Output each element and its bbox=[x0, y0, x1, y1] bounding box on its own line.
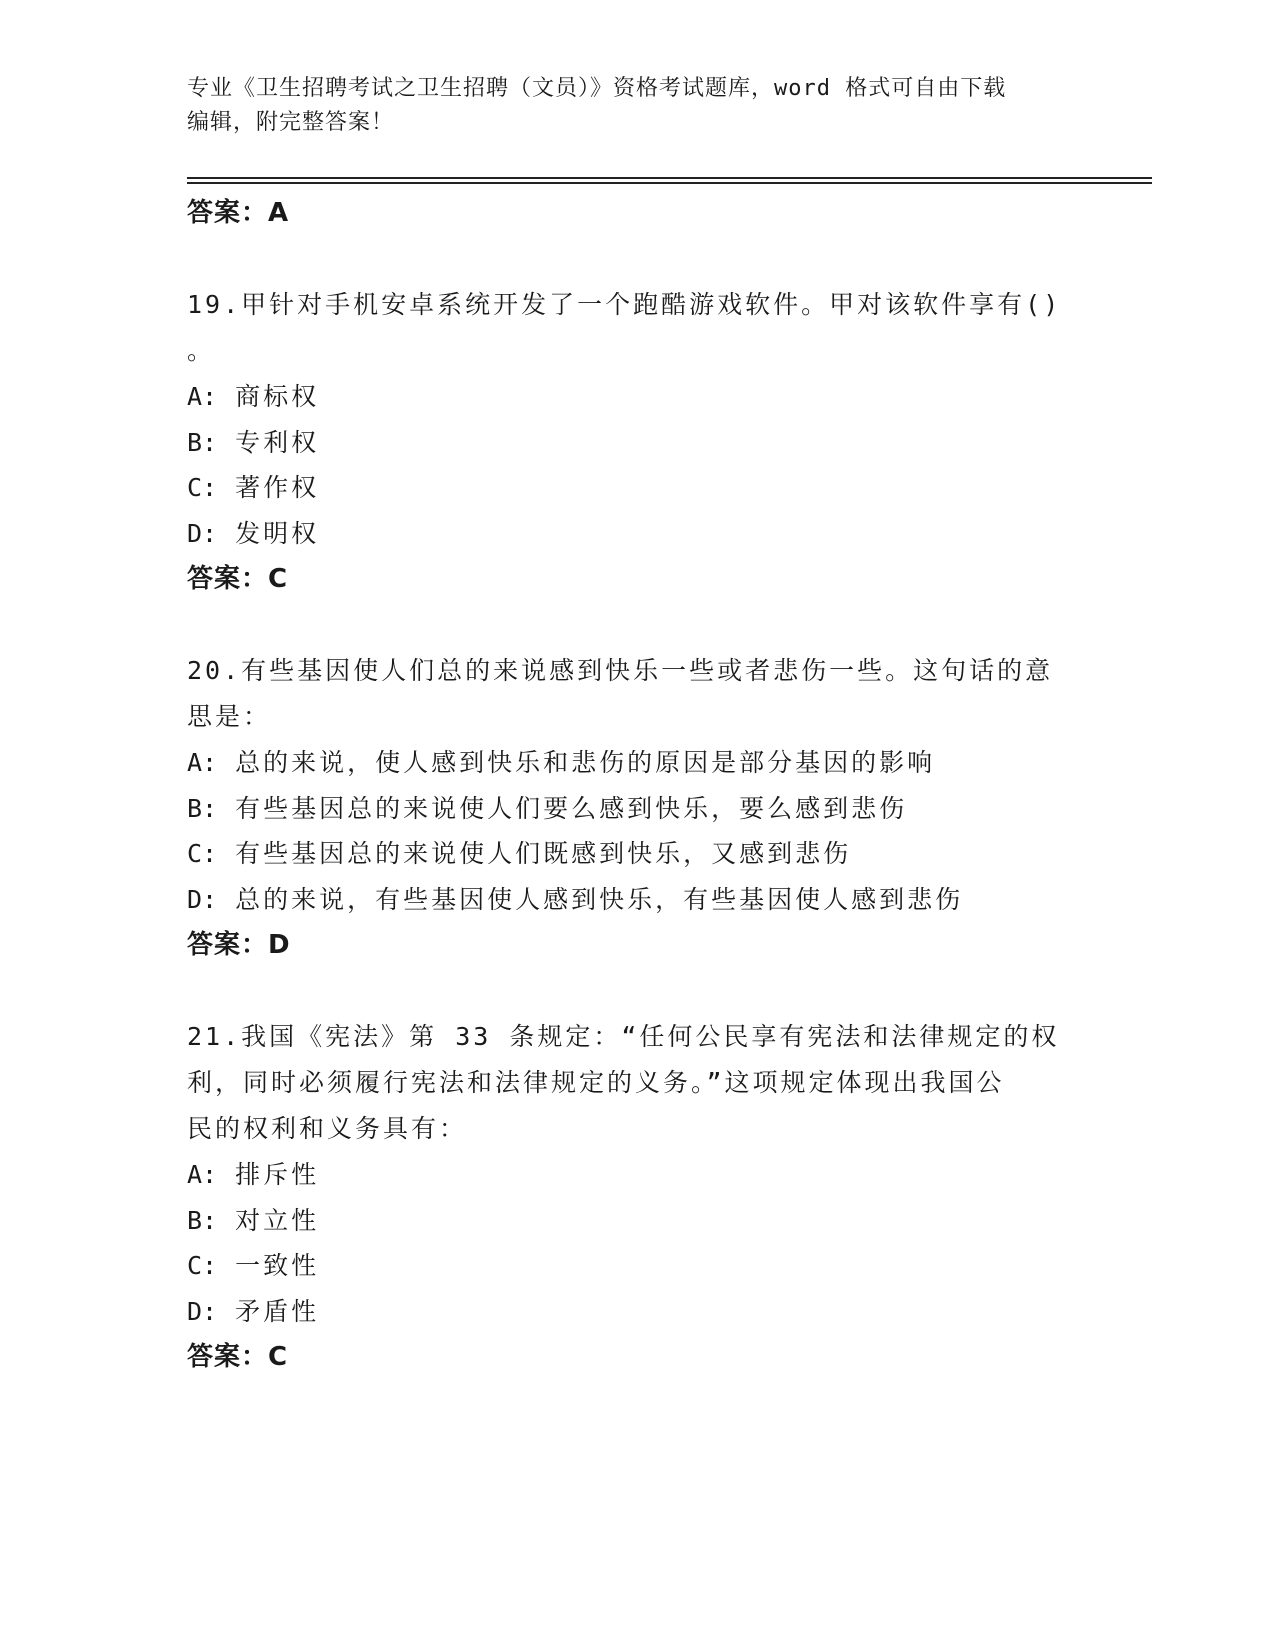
answer-label: 答案： bbox=[187, 198, 269, 228]
question-number: 20. bbox=[187, 656, 242, 685]
option-text: 矛盾性 bbox=[235, 1296, 320, 1326]
option-text: 专利权 bbox=[235, 427, 320, 457]
option-text: 对立性 bbox=[235, 1205, 320, 1235]
option-b bbox=[187, 1198, 1087, 1244]
question-21 bbox=[187, 1014, 1087, 1380]
answer-line bbox=[187, 556, 1087, 602]
option-text: 发明权 bbox=[235, 518, 320, 548]
answer-line bbox=[187, 1334, 1087, 1380]
option-text: 著作权 bbox=[235, 473, 320, 502]
option-b bbox=[187, 786, 1087, 832]
option-key: B: bbox=[187, 427, 218, 457]
stem-line-3: 民的权利和义务具有： bbox=[187, 1114, 468, 1143]
stem-line-1: 甲针对手机安卓系统开发了一个跑酷游戏软件。甲对该软件享有() bbox=[241, 290, 1062, 319]
answer-label: 答案： bbox=[187, 564, 269, 594]
question-list bbox=[187, 190, 1087, 1380]
option-key: C: bbox=[187, 839, 218, 868]
stem-line-1: 我国《宪法》第 33 条规定：“任何公民享有宪法和法律规定的权 bbox=[241, 1022, 1060, 1051]
option-a bbox=[187, 374, 1087, 420]
header-line-2: 编辑，附完整答案！ bbox=[187, 110, 395, 135]
question-stem bbox=[187, 282, 1087, 328]
option-text: 商标权 bbox=[235, 382, 320, 411]
answer-value: D bbox=[268, 930, 291, 960]
answer-line bbox=[187, 922, 1087, 968]
option-b bbox=[187, 420, 1087, 466]
option-key: C: bbox=[187, 473, 218, 502]
answer-value: C bbox=[268, 564, 289, 594]
header-rule-bottom bbox=[187, 182, 1152, 184]
stem-line-2: 利，同时必须履行宪法和法律规定的义务。”这项规定体现出我国公 bbox=[187, 1068, 1005, 1097]
question-stem bbox=[187, 648, 1087, 694]
option-key: C: bbox=[187, 1251, 218, 1280]
question-19 bbox=[187, 282, 1087, 602]
option-key: B: bbox=[187, 793, 218, 823]
option-key: A: bbox=[187, 382, 218, 411]
option-key: A: bbox=[187, 1160, 218, 1189]
previous-answer bbox=[187, 190, 1087, 236]
header-rule-top bbox=[187, 177, 1152, 179]
answer-value: A bbox=[268, 198, 290, 228]
document-header bbox=[187, 72, 1087, 140]
option-key: D: bbox=[187, 884, 218, 914]
question-20 bbox=[187, 648, 1087, 968]
option-text: 总的来说，使人感到快乐和悲伤的原因是部分基因的影响 bbox=[235, 748, 936, 777]
option-text: 排斥性 bbox=[235, 1160, 320, 1189]
option-d bbox=[187, 1289, 1087, 1335]
option-text: 一致性 bbox=[235, 1251, 320, 1280]
answer-value: C bbox=[268, 1342, 289, 1372]
option-key: D: bbox=[187, 1296, 218, 1326]
answer-label: 答案： bbox=[187, 1342, 269, 1372]
option-a bbox=[187, 740, 1087, 786]
option-key: B: bbox=[187, 1205, 218, 1235]
question-number: 21. bbox=[187, 1022, 242, 1051]
question-number: 19. bbox=[187, 290, 242, 319]
stem-line-1: 有些基因使人们总的来说感到快乐一些或者悲伤一些。这句话的意 bbox=[241, 656, 1054, 685]
option-d bbox=[187, 511, 1087, 557]
option-c bbox=[187, 1243, 1087, 1289]
question-stem bbox=[187, 1014, 1087, 1060]
option-text: 有些基因总的来说使人们要么感到快乐，要么感到悲伤 bbox=[235, 793, 908, 823]
stem-line-2: 思是： bbox=[187, 702, 272, 731]
option-text: 有些基因总的来说使人们既感到快乐，又感到悲伤 bbox=[235, 839, 852, 868]
option-key: A: bbox=[187, 748, 218, 777]
option-c bbox=[187, 465, 1087, 511]
option-text: 总的来说，有些基因使人感到快乐，有些基因使人感到悲伤 bbox=[235, 884, 964, 914]
option-d bbox=[187, 877, 1087, 923]
answer-label: 答案： bbox=[187, 930, 269, 960]
option-a bbox=[187, 1152, 1087, 1198]
option-c bbox=[187, 831, 1087, 877]
option-key: D: bbox=[187, 518, 218, 548]
stem-line-2: 。 bbox=[187, 336, 216, 365]
header-line-1: 专业《卫生招聘考试之卫生招聘（文员）》资格考试题库，word 格式可自由下载 bbox=[187, 76, 1007, 101]
